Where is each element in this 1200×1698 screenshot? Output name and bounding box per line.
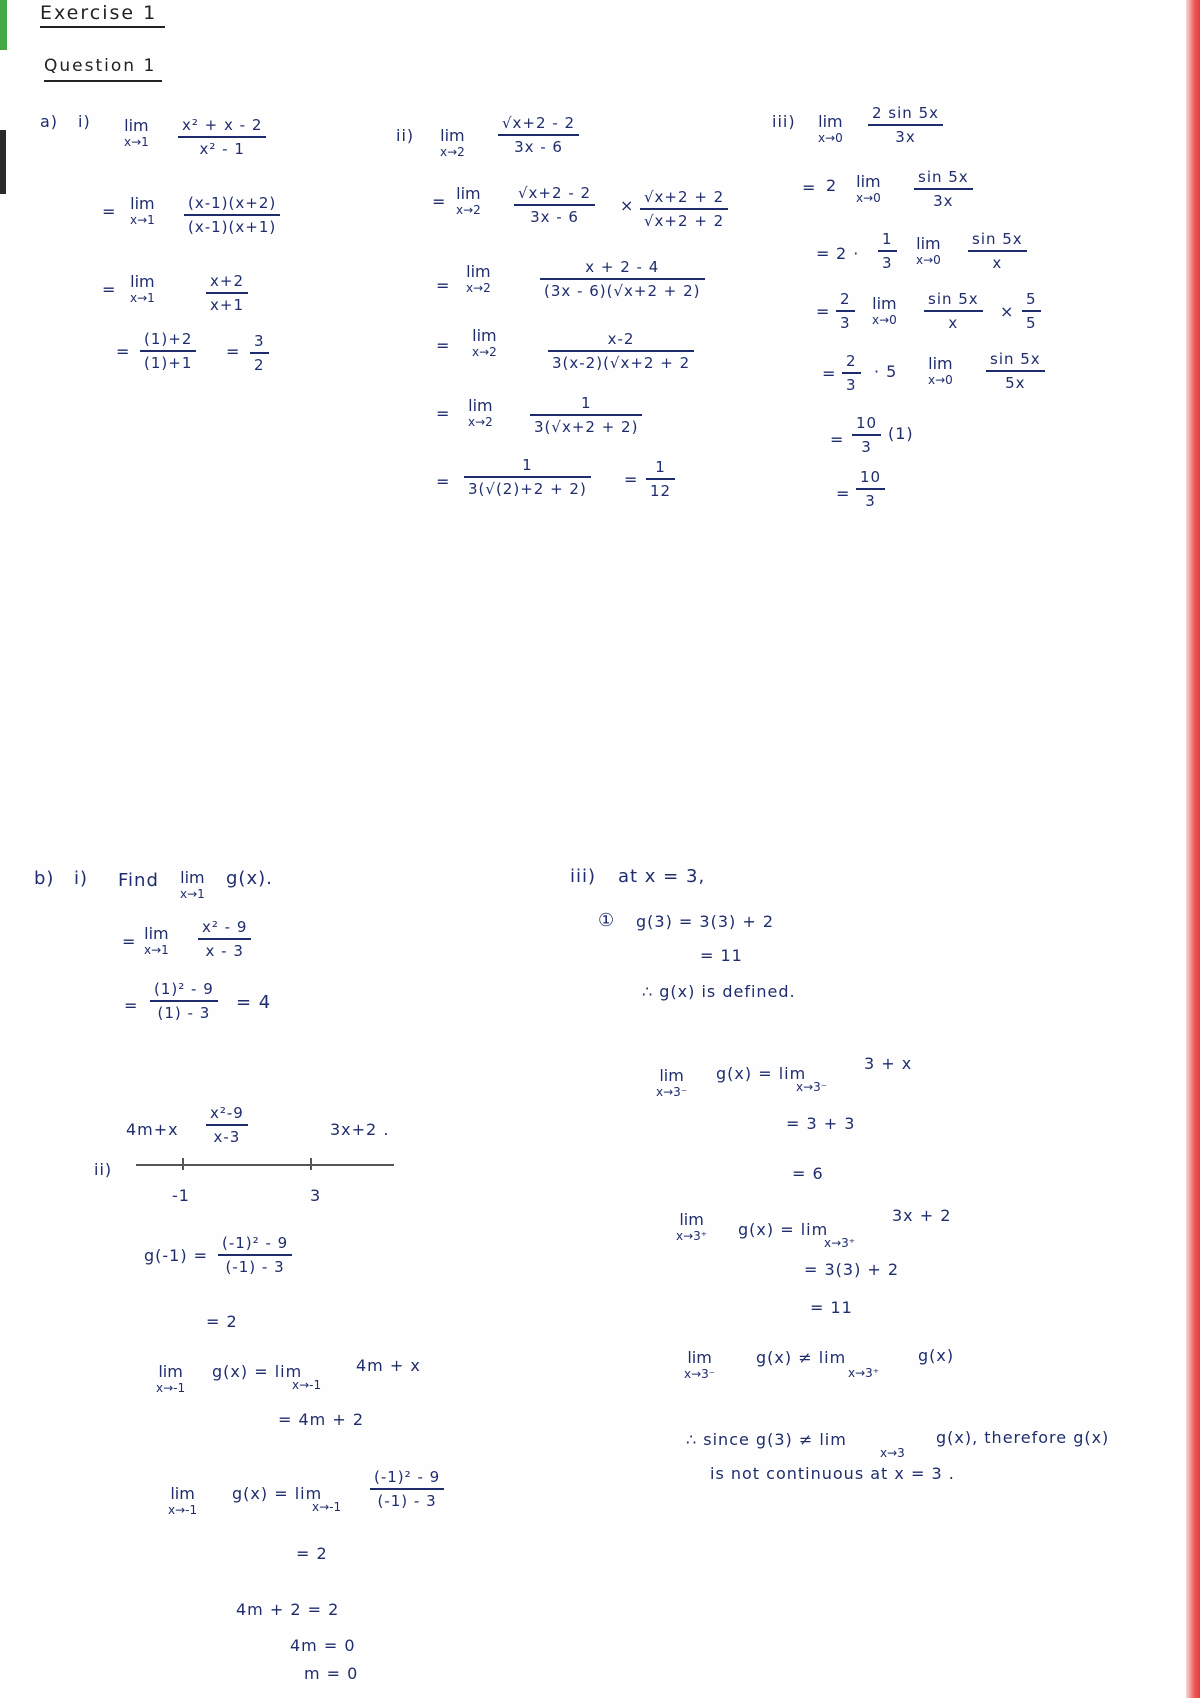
a-iii-lim-1: lim x→0 (818, 112, 843, 145)
a-iii-coef-3: 2 · (836, 244, 860, 263)
a-ii-lim-1: lim x→2 (440, 126, 465, 159)
b-ii-left-expr2: 4m + x (356, 1356, 421, 1375)
b-iii-g3: g(3) = 3(3) + 2 (636, 912, 774, 931)
a-ii-frac-2: $\frac{√x+2 - 2}{3x - 6}$ (514, 184, 595, 226)
part-b-label: b) (34, 868, 55, 889)
b-ii-right-sub2: x→-1 (312, 1500, 342, 1514)
page-edge-red (1186, 0, 1200, 1698)
b-ii-tick-b-label: 3 (310, 1186, 322, 1205)
b-iii-left-expr: 3 + x (864, 1054, 913, 1073)
a-ii-eq-6: = (436, 472, 451, 491)
b-iii-g3-val: = 11 (700, 946, 743, 965)
a-iii-frac-5: $\frac{\sin 5x}{5x}$ (986, 350, 1045, 392)
b-ii-left-gx: g(x) = lim (212, 1362, 303, 1381)
b-ii-solve-3: m = 0 (304, 1664, 359, 1683)
a-iii-tail: (1) (888, 424, 914, 443)
a-i-eq-3: = (102, 280, 117, 299)
a-i-lim-3: lim x→1 (130, 272, 155, 305)
number-line-tick-b (310, 1158, 312, 1170)
a-iii-eq-7: = (836, 484, 851, 503)
a-i-lim-2: lim x→1 (130, 194, 155, 227)
a-ii-frac-5: $\frac{1}{3(√x+2 + 2)}$ (530, 394, 642, 436)
b-ii-g-val: = 2 (206, 1312, 238, 1331)
b-iii-left-lim: lim x→3⁻ (656, 1066, 688, 1099)
part-b-iii-label: iii) (570, 866, 597, 887)
a-ii-eq-2: = (432, 192, 447, 211)
a-iii-frac-6: $\frac{10}{3}$ (852, 414, 881, 456)
b-iii-since-tail: g(x), therefore g(x) (936, 1428, 1110, 1447)
b-iii-circle-one: ① (598, 910, 616, 931)
b-ii-right-gx: g(x) = lim (232, 1484, 323, 1503)
b-i-prompt: Find (118, 870, 159, 891)
a-iii-eq-3: = (816, 244, 831, 263)
a-iii-frac-1: $\frac{2 \sin 5x}{3x}$ (868, 104, 943, 146)
a-i-frac-2: $\frac{(x-1)(x+2)}{(x-1)(x+1)}$ (184, 194, 280, 236)
b-i-frac-2: $\frac{\text{(1)² - 9}}{(1) - 3}$ (150, 980, 218, 1022)
b-iii-since: ∴ since g(3) ≠ lim (686, 1430, 847, 1449)
a-i-result: $\frac{3}{2}$ (250, 332, 269, 374)
a-ii-eq-3: = (436, 276, 451, 295)
b-iii-conclusion: is not continuous at x = 3 . (710, 1464, 955, 1483)
part-a-iii-label: iii) (772, 112, 796, 131)
b-iii-left-s1: = 3 + 3 (786, 1114, 856, 1133)
a-iii-coef-2: 2 (826, 176, 838, 195)
a-iii-lim-4: lim x→0 (872, 294, 897, 327)
b-iii-right-s1: = 3(3) + 2 (804, 1260, 900, 1279)
a-ii-result: $\frac{1}{12}$ (646, 458, 675, 500)
b-iii-since-sub: x→3 (880, 1446, 905, 1460)
b-iii-neq-lim: lim x→3⁻ (684, 1348, 716, 1381)
b-ii-mid-frac: $\frac{\text{x²-9}}{x-3}$ (206, 1104, 248, 1146)
b-iii-at: at x = 3, (618, 866, 706, 887)
a-iii-twothird-4: $\frac{2}{3}$ (836, 290, 855, 332)
a-ii-eq-5: = (436, 404, 451, 423)
a-iii-lim-2: lim x→0 (856, 172, 881, 205)
b-iii-neq-sub2: x→3⁺ (848, 1366, 880, 1380)
b-iii-right-expr: 3x + 2 (892, 1206, 952, 1225)
a-ii-eq-7: = (624, 470, 639, 489)
b-i-lim-0: lim x→1 (180, 868, 205, 901)
b-iii-left-sub2: x→3⁻ (796, 1080, 828, 1094)
b-iii-right-lim: lim x→3⁺ (676, 1210, 708, 1243)
b-ii-g-at: g(-1) = (144, 1246, 209, 1265)
b-ii-right-expr: 3x+2 . (330, 1120, 390, 1139)
b-ii-g-frac: $\frac{\text{(-1)² - 9}}{(-1) - 3}$ (218, 1234, 292, 1276)
a-iii-five-over-five: $\frac{5}{5}$ (1022, 290, 1041, 332)
b-iii-right-gx: g(x) = lim (738, 1220, 829, 1239)
number-line-tick-a (182, 1158, 184, 1170)
a-i-frac-1: $\frac{\text{x² + x - 2}}{\text{x² - 1}}$ (178, 116, 266, 158)
a-iii-lim-3: lim x→0 (916, 234, 941, 267)
a-iii-frac-3: $\frac{\sin 5x}{x}$ (968, 230, 1027, 272)
b-iii-neq-text: g(x) ≠ lim (756, 1348, 847, 1367)
b-i-frac-1: $\frac{\text{x² - 9}}{x - 3}$ (198, 918, 251, 960)
a-ii-times: × (620, 196, 635, 215)
a-i-eq-4: = (116, 342, 131, 361)
b-ii-tick-a-label: -1 (172, 1186, 190, 1205)
b-iii-neq-gx: g(x) (918, 1346, 955, 1365)
a-iii-dot-five: · 5 (874, 362, 898, 381)
a-iii-frac-4: $\frac{\sin 5x}{x}$ (924, 290, 983, 332)
b-iii-left-s2: = 6 (792, 1164, 824, 1183)
part-a-i-label: i) (78, 112, 91, 131)
question-title: Question 1 (44, 56, 157, 76)
a-iii-lim-5: lim x→0 (928, 354, 953, 387)
a-iii-third: $\frac{1}{3}$ (878, 230, 897, 272)
a-ii-lim-3: lim x→2 (466, 262, 491, 295)
a-ii-eq-4: = (436, 336, 451, 355)
a-i-eq-5: = (226, 342, 241, 361)
a-iii-twothird-5: $\frac{2}{3}$ (842, 352, 861, 394)
number-line (136, 1164, 394, 1166)
a-ii-lim-4: lim x→2 (472, 326, 497, 359)
b-iii-left-gx: g(x) = lim (716, 1064, 807, 1083)
binder-clip (0, 130, 6, 194)
b-ii-left-sub2: x→-1 (292, 1378, 322, 1392)
exercise-title: Exercise 1 (40, 2, 158, 24)
a-i-eq-2: = (102, 202, 117, 221)
b-i-result: = 4 (236, 992, 272, 1013)
exercise-underline (40, 26, 165, 28)
b-iii-defined: ∴ g(x) is defined. (642, 982, 796, 1001)
b-ii-right-frac: $\frac{\text{(-1)² - 9}}{(-1) - 3}$ (370, 1468, 444, 1510)
b-ii-left-expr: 4m+x (126, 1120, 179, 1139)
a-ii-frac-3: $\frac{x + 2 - 4}{(3x - 6)(√x+2 + 2)}$ (540, 258, 705, 300)
part-a-ii-label: ii) (396, 126, 415, 145)
a-iii-eq-2: = (802, 178, 817, 197)
page-edge-green (0, 0, 7, 50)
b-i-eq-2: = (124, 996, 139, 1015)
a-ii-frac-1: $\frac{√x+2 - 2}{3x - 6}$ (498, 114, 579, 156)
b-ii-left-lim: lim x→-1 (156, 1362, 186, 1395)
a-iii-frac-2: $\frac{\sin 5x}{3x}$ (914, 168, 973, 210)
a-ii-frac-4: $\frac{x-2}{3(x-2)(√x+2 + 2}$ (548, 330, 694, 372)
a-ii-conj: $\frac{√x+2 + 2}{√x+2 + 2}$ (640, 188, 728, 230)
part-b-i-label: i) (74, 868, 89, 889)
a-iii-result: $\frac{10}{3}$ (856, 468, 885, 510)
b-i-eq-1: = (122, 932, 137, 951)
a-ii-lim-5: lim x→2 (468, 396, 493, 429)
b-iii-right-sub2: x→3⁺ (824, 1236, 856, 1250)
a-iii-eq-5: = (822, 364, 837, 383)
a-iii-times: × (1000, 302, 1015, 321)
a-i-lim-1: lim x→1 (124, 116, 149, 149)
a-iii-eq-6: = (830, 430, 845, 449)
b-ii-solve-2: 4m = 0 (290, 1636, 356, 1655)
b-i-gx: g(x). (226, 868, 273, 889)
b-ii-solve-1: 4m + 2 = 2 (236, 1600, 340, 1619)
b-iii-right-s2: = 11 (810, 1298, 853, 1317)
a-ii-lim-2: lim x→2 (456, 184, 481, 217)
b-ii-right-res: = 2 (296, 1544, 328, 1563)
a-ii-frac-6: $\frac{1}{3(√(2)+2 + 2)}$ (464, 456, 591, 498)
b-ii-left-res: = 4m + 2 (278, 1410, 365, 1429)
part-a-label: a) (40, 112, 59, 131)
a-i-frac-3: $\frac{x+2}{x+1}$ (206, 272, 248, 314)
b-ii-right-lim: lim x→-1 (168, 1484, 198, 1517)
question-underline (44, 80, 162, 82)
a-iii-eq-4: = (816, 302, 831, 321)
a-i-frac-4: $\frac{(1)+2}{(1)+1}$ (140, 330, 196, 372)
b-i-lim-1: lim x→1 (144, 924, 169, 957)
part-b-ii-label: ii) (94, 1160, 113, 1179)
